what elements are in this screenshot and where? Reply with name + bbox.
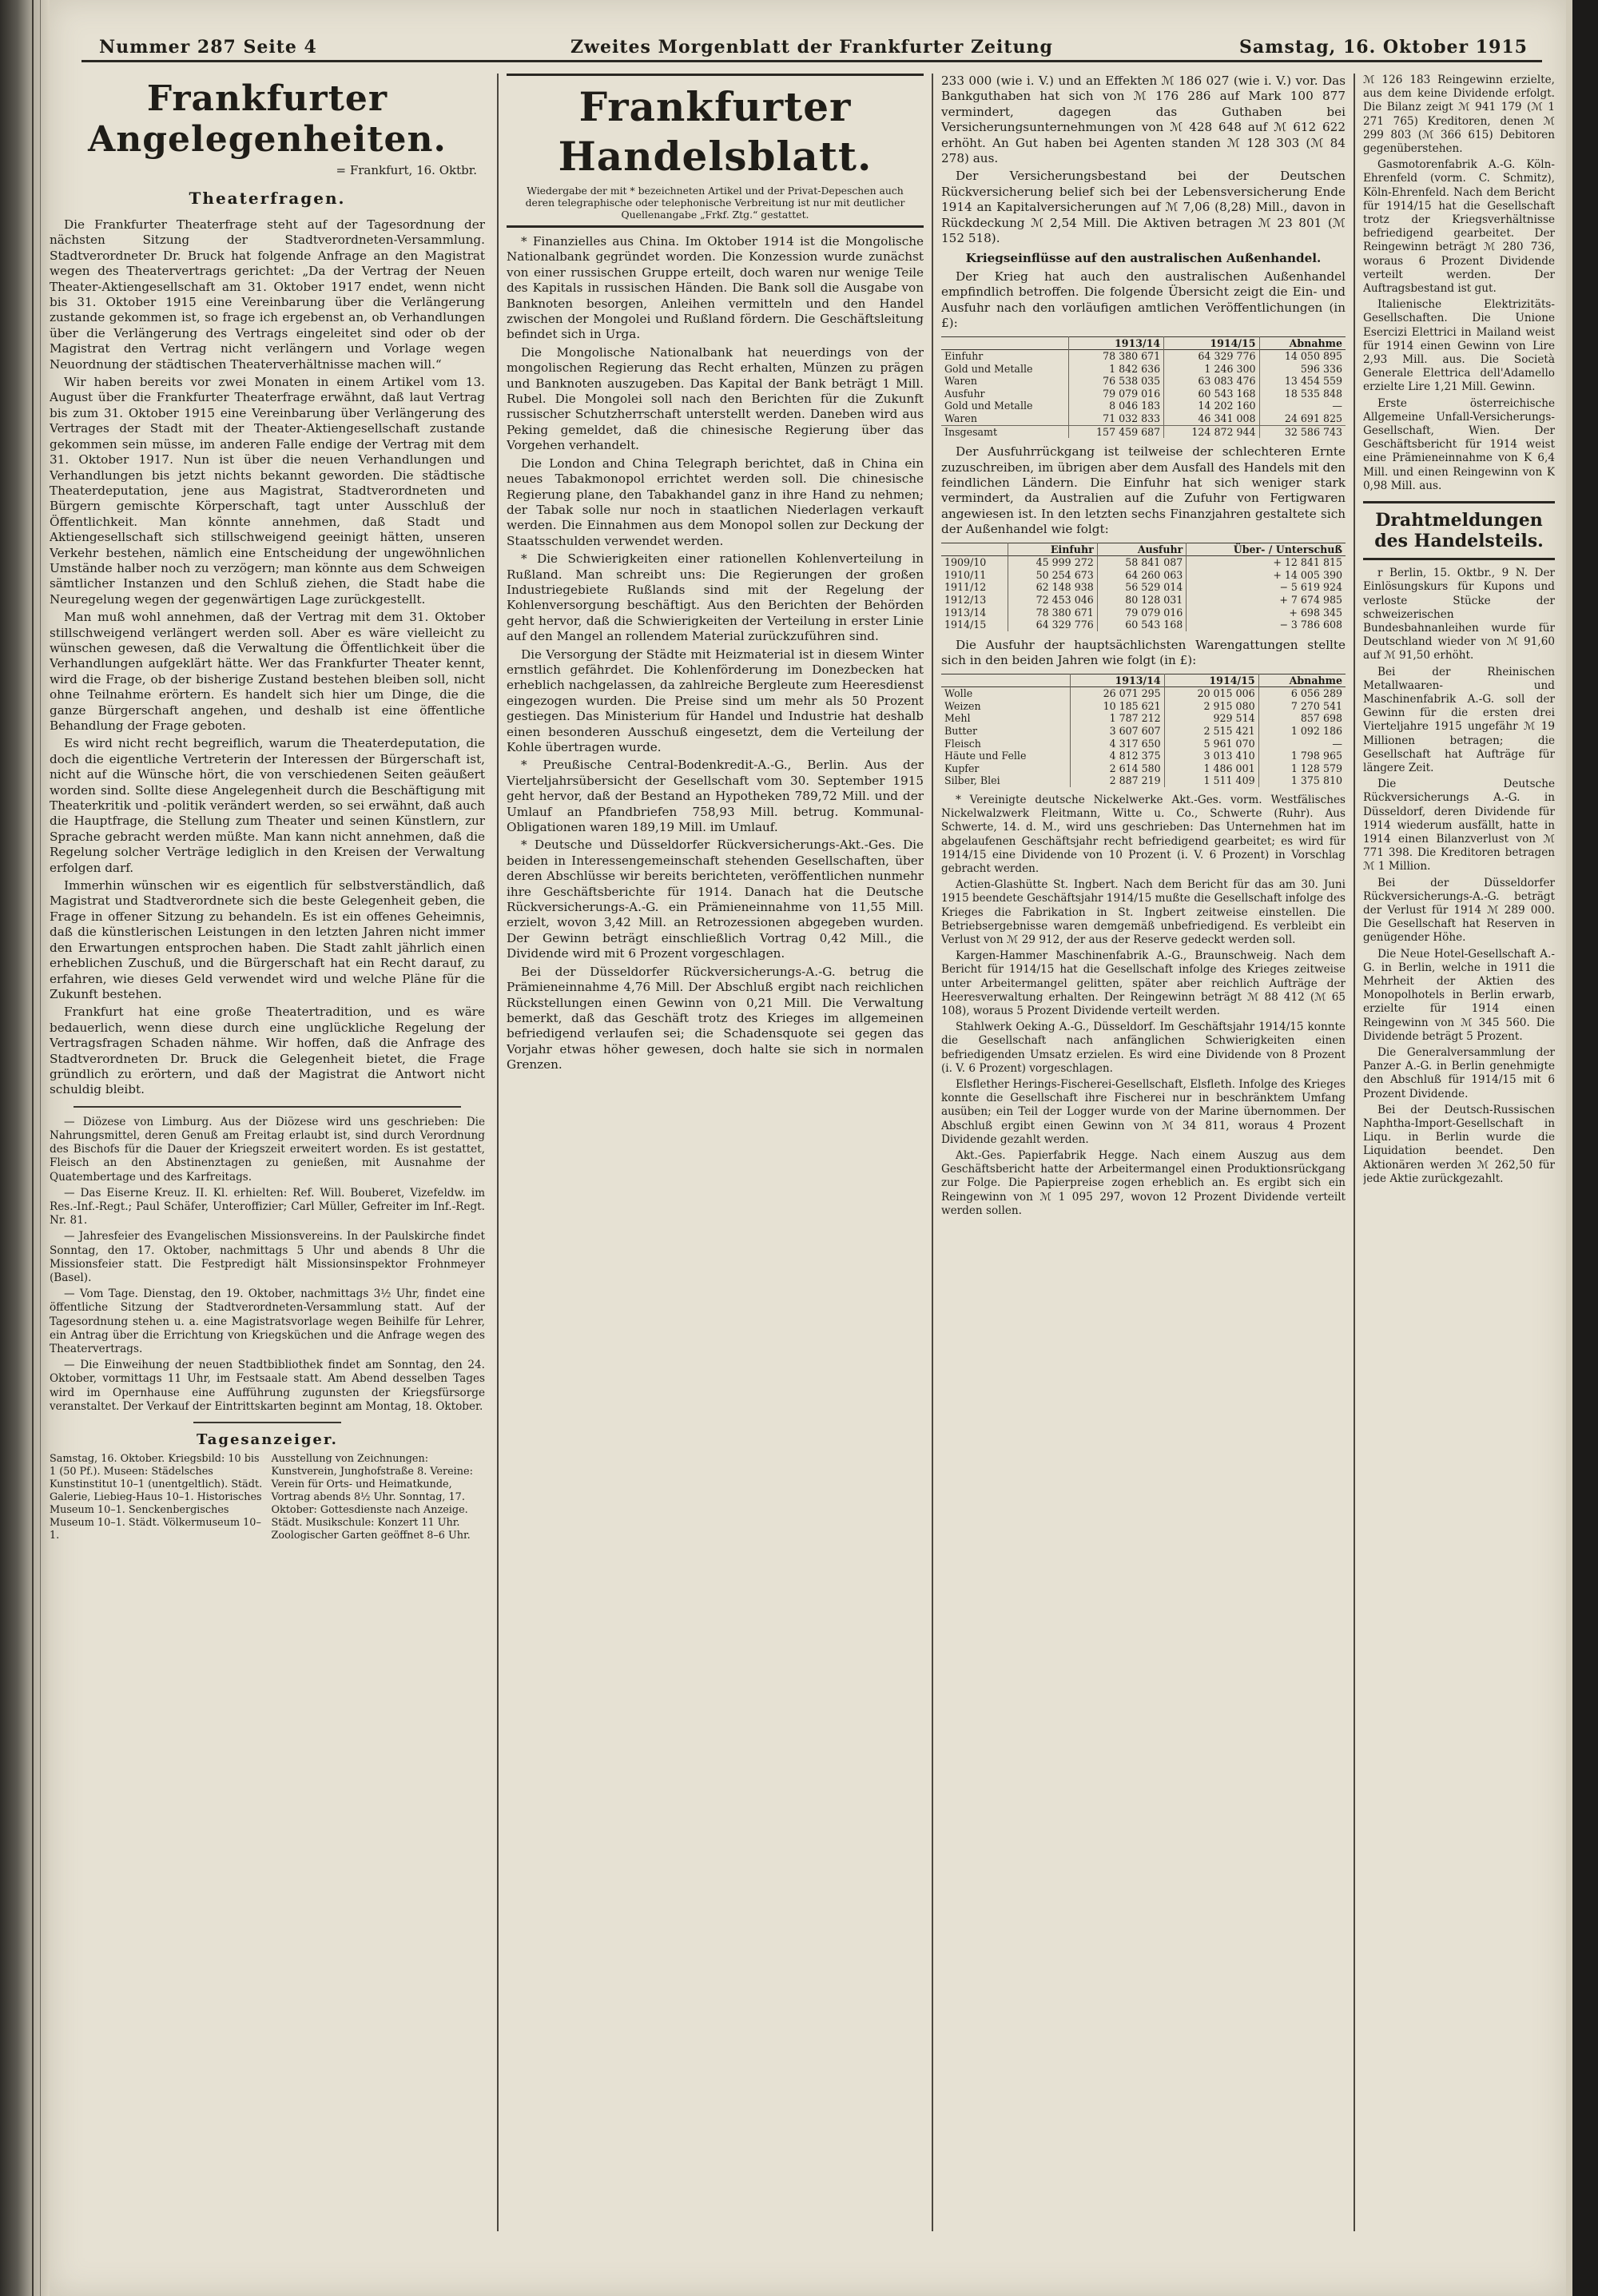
table-trade-years [941, 543, 1346, 631]
table-row [941, 619, 1346, 631]
table-cell: 4 812 375 [1070, 750, 1164, 762]
table-cell: 76 538 035 [1068, 375, 1163, 388]
table-cell: 596 336 [1259, 363, 1346, 376]
table-cell: 4 317 650 [1070, 738, 1164, 750]
table-cell: Einfuhr [944, 350, 984, 363]
table-cell: 3 607 607 [1070, 725, 1164, 738]
news-item: — Diözese von Limburg. Aus der Diözese wird uns geschrieben: Die Nahrungsmittel, deren Genuß am Freitag erlaubt ist, sind durch Verordnung des Bischofs für die Dauer der Kriegszeit erweitert worden. Es ist gestattet, Fleisch an den Abstinenztagen zu genießen, mit Ausnahme der Quatembertage und des Karfreitags. [50, 1115, 485, 1184]
table-row [941, 712, 1346, 725]
table-cell: 3 013 410 [1164, 750, 1258, 762]
wire-item: Bei der Düsseldorfer Rückversicherungs-A.-G. beträgt der Verlust für 1914 ℳ 289 000. Die Gesellschaft hat Reserven in genügender Höhe. [1363, 876, 1555, 945]
page-edge [1566, 0, 1598, 2296]
dateline: = Frankfurt, 16. Oktbr. [336, 163, 477, 177]
table-header-cell: 1914/15 [1164, 336, 1259, 350]
table-cell: 72 453 046 [1008, 594, 1098, 607]
paragraph: * Preußische Central-Bodenkredit-A.-G., Berlin. Aus der Vierteljahrsübersicht der Gesellschaft vom 30. September 1915 geht hervor, daß der Bestand an Hypotheken 789,72 Mill. und der Umlauf an Pfandbriefen 758,93 Mill. betrug. Kommunal-Obligationen waren 189,19 Mill. im Umlauf. [507, 758, 924, 835]
table-row [941, 350, 1346, 363]
table-header-cell [941, 543, 1008, 556]
table-cell: 157 459 687 [1068, 425, 1163, 438]
table-header-cell: Einfuhr [1008, 543, 1098, 556]
company-notice: Stahlwerk Oeking A.-G., Düsseldorf. Im Geschäftsjahr 1914/15 konnte die Gesellschaft nach anfänglichen Schwierigkeiten einen befriedigenden Umsatz erzielen. Es wird eine Dividende von 8 Prozent (i. V. 6 Prozent) vorgeschlagen. [941, 1021, 1346, 1075]
table-cell: − 5 619 924 [1187, 581, 1346, 594]
article-heading-australia: Kriegseinflüsse auf den australischen Außenhandel. [965, 251, 1322, 266]
paragraph: Immerhin wünschen wir es eigentlich für selbstverständlich, daß Magistrat und Stadtverordnete sich die beste Gelegenheit geben, die Frage in offener Sitzung zu behandeln. Es ist ein offenes Geheimnis, daß die künstlerischen Leistungen in den letzten Jahren nicht immer den Erwartungen entsprochen haben. Die Stadt zahlt jährlich einen erheblichen Zuschuß, und die Bürgerschaft hat ein Recht darauf, zu erfahren, wie dieses Geld verwendet wird und welche Pläne für die Zukunft bestehen. [50, 878, 485, 1001]
table-cell: Waren [944, 375, 977, 388]
table-cell: 63 083 476 [1164, 375, 1259, 388]
page-number: Nummer 287 Seite 4 [99, 37, 317, 58]
article-heading-theater: Theaterfragen. [189, 189, 346, 208]
table-export-goods [941, 674, 1346, 787]
table-cell: 80 128 031 [1097, 594, 1187, 607]
table-row [941, 400, 1346, 412]
table-row [941, 425, 1346, 438]
table-row [941, 725, 1346, 738]
table-cell: + 14 005 390 [1187, 569, 1346, 582]
company-notice: Actien-Glashütte St. Ingbert. Nach dem Bericht für das am 30. Juni 1915 beendete Geschäftsjahr 1914/15 mußte die Gesellschaft infolge des Krieges die Fabrikation in St. Ingbert zeitweise einstellen. Die Betriebsergebnisse waren demgemäß unbefriedigend. Es verbleibt ein Verlust von ℳ 29 912, der aus der Reserve gedeckt werden soll. [941, 878, 1346, 947]
table-cell: 1 787 212 [1070, 712, 1164, 725]
table-cell: 929 514 [1164, 712, 1258, 725]
news-item: — Jahresfeier des Evangelischen Missionsvereins. In der Paulskirche findet Sonntag, den 17. Oktober, nachmittags 5 Uhr und abends 8 Uhr die Missionsfeier statt. Die Festpredigt hält Missionsinspektor Frohnmeyer (Basel). [50, 1230, 485, 1284]
table-cell: 79 079 016 [1097, 607, 1187, 619]
divider [193, 1422, 341, 1423]
company-notice: Italienische Elektrizitäts-Gesellschaften. Die Unione Esercizi Elettrici in Mailand weist für 1914 einen Gewinn von Lire 2,93 Mill. aus. Die Società Generale Elettrica dell'Adamello erzielte Lire 1,21 Mill. Gewinn. [1363, 298, 1555, 394]
table-row [941, 607, 1346, 619]
table-header-cell [941, 674, 1070, 687]
column-wire-reports [1363, 74, 1555, 1188]
wire-item: r Berlin, 15. Oktbr., 9 N. Der Einlösungskurs für Kupons und verloste Stücke der schweizerischen Bundesbahnanleihen wurde für Deutschland wieder von ℳ 91,60 auf ℳ 91,50 erhöht. [1363, 567, 1555, 663]
news-item: — Die Einweihung der neuen Stadtbibliothek findet am Sonntag, den 24. Oktober, vormittags 11 Uhr, im Festsaale statt. Am Abend desselben Tages wird im Opernhause eine Aufführung zugunsten der Kriegsfürsorge veranstaltet. Der Verkauf der Eintrittskarten beginnt am Montag, 18. Oktober. [50, 1359, 485, 1413]
table-cell: 60 543 168 [1097, 619, 1187, 631]
column-rule [497, 74, 499, 2231]
table-cell: — [1259, 400, 1346, 412]
paragraph: Die Mongolische Nationalbank hat neuerdings von der mongolischen Regierung das Recht erhalten, Münzen zu prägen und Banknoten auszugeben. Das Kapital der Bank beträgt 1 Mill. Rubel. Die Mongolei soll nach den Berichten für die Zukunft russischer Schutzherrschaft unterstellt werden. Daneben wird aus Peking gemeldet, daß die chinesische Regierung über das Vorgehen verhandelt. [507, 344, 924, 453]
section-title-local: Frankfurter Angelegenheiten. [88, 78, 447, 160]
table-row [941, 687, 1346, 700]
wire-item: Bei der Deutsch-Russischen Naphtha-Import-Gesellschaft in Liqu. in Berlin wurde die Liquidation beendet. Den Aktionären werden ℳ 262,50 für jede Aktie zurückgezahlt. [1363, 1103, 1555, 1185]
paragraph: Die Ausfuhr der hauptsächlichsten Warengattungen stellte sich in den beiden Jahren wie folgt (in £): [941, 637, 1346, 668]
table-cell: 10 185 621 [1070, 700, 1164, 713]
table-cell: 2 614 580 [1070, 762, 1164, 775]
table-cell: Ausfuhr [944, 387, 985, 400]
table-trade-totals [941, 336, 1346, 439]
paragraph: Die Versorgung der Städte mit Heizmaterial ist in diesem Winter ernstlich gefährdet. Die Kohlenförderung im Donezbecken hat erheblich nachgelassen, da zahlreiche Bergleute zum Heeresdienst eingezogen wurden. Die Preise sind um mehr als 50 Prozent gestiegen. Das Ministerium für Handel und Industrie hat deshalb einen besonderen Ausschuß eingesetzt, dem die Verteilung der Kohle übertragen wurde. [507, 647, 924, 754]
table-cell: 1 092 186 [1258, 725, 1346, 738]
table-cell: Häute und Felle [944, 750, 1027, 762]
table-cell: 1911/12 [944, 581, 987, 594]
table-header-cell: 1913/14 [1070, 674, 1164, 687]
table-cell: 45 999 272 [1008, 556, 1098, 569]
table-cell: 56 529 014 [1097, 581, 1187, 594]
company-notice: Akt.-Ges. Papierfabrik Hegge. Nach einem Auszug aus dem Geschäftsbericht hatte der Arbeitermangel einen Produktionsrückgang zur Folge. Die Papierpreise zogen erheblich an. Es ergibt sich ein Reingewinn von ℳ 1 095 297, wovon 12 Prozent Dividende verteilt werden sollen. [941, 1149, 1346, 1217]
wire-item: Die Deutsche Rückversicherungs A.-G. in Düsseldorf, deren Dividende für 1914 wiederum ausfällt, hatte in 1914 einen Bilanzverlust von ℳ 771 398. Die Kreditoren betragen ℳ 1 Million. [1363, 778, 1555, 873]
paragraph: Man muß wohl annehmen, daß der Vertrag mit dem 31. Oktober stillschweigend verlängert werden soll. Aber es wäre vielleicht zu wünschen gewesen, daß die Verwaltung die Öffentlichkeit über die Verhandlungen aufgeklärt hätte. Wer das Frankfurter Theater kennt, wird die Frage, ob der bisherige Zustand bestehen bleiben soll, nicht ohne Teilnahme erörtern. Es handelt sich hier um Dinge, die die ganze Bürgerschaft angehen, und deshalb ist eine öffentliche Behandlung der Frage geboten. [50, 610, 485, 733]
news-item: — Das Eiserne Kreuz. II. Kl. erhielten: Ref. Will. Bouberet, Vizefeldw. im Res.-Inf.-Regt.; Paul Schäfer, Unteroffizier; Carl Müller, Gefreiter im Inf.-Regt. Nr. 81. [50, 1186, 485, 1228]
table-cell: 2 887 219 [1070, 774, 1164, 787]
table-cell: 1 128 579 [1258, 762, 1346, 775]
listings-left: Samstag, 16. Oktober. Kriegsbild: 10 bis 1 (50 Pf.). Museen: Städelsches Kunstinstitut 10–1 (unentgeltlich). Städt. Galerie, Liebieg-Haus 10–1. Historisches Museum 10–1. Senckenbergisches Museum 10–1. Städt. Völkermuseum 10–1. [50, 1453, 263, 1542]
daily-listings [50, 1453, 485, 1542]
column-trade-continued [941, 74, 1346, 1220]
table-cell: 1 375 810 [1258, 774, 1346, 787]
table-cell: 1913/14 [944, 606, 987, 619]
trade-masthead [507, 74, 924, 228]
table-cell: Butter [944, 725, 977, 738]
table-cell: Wolle [944, 687, 973, 700]
table-cell: 64 260 063 [1097, 569, 1187, 582]
table-row [941, 700, 1346, 713]
paragraph: * Deutsche und Düsseldorfer Rückversicherungs-Akt.-Ges. Die beiden in Interessengemeinschaft stehenden Gesellschaften, über deren Abschlüsse wir bereits berichteten, veröffentlichen nunmehr ihre Geschäftsberichte für 1914. Danach hat die Deutsche Rückversicherungs-A.-G. ein Prämieneinnahme von 11,55 Mill. erzielt, wovon 3,42 Mill. an Retrozessionen abgegeben wurden. Der Gewinn beträgt einschließlich Vortrag 0,42 Mill., die Dividende wird mit 6 Prozent vorgeschlagen. [507, 838, 924, 961]
table-header-cell: Ausfuhr [1097, 543, 1187, 556]
wire-item: Bei der Rheinischen Metallwaaren- und Maschinenfabrik A.-G. soll der Gewinn für die ersten drei Vierteljahre 1915 ungefähr ℳ 19 Millionen betragen; die Gesellschaft hat Aufträge für längere Zeit. [1363, 665, 1555, 774]
table-row [941, 388, 1346, 400]
table-cell: 7 270 541 [1258, 700, 1346, 713]
wire-item: Die Generalversammlung der Panzer A.-G. in Berlin genehmigte den Abschluß für 1914/15 mit 6 Prozent Dividende. [1363, 1046, 1555, 1100]
column-rule [1354, 74, 1355, 2231]
table-cell: Kupfer [944, 762, 980, 774]
wire-item: Die Neue Hotel-Gesellschaft A.-G. in Berlin, welche in 1911 die Mehrheit der Aktien des Monopolhotels in Berlin erwarb, erzielte für 1914 einen Reingewinn von ℳ 345 560. Die Dividende beträgt 5 Prozent. [1363, 947, 1555, 1043]
table-cell: 1912/13 [944, 594, 987, 607]
table-cell: 78 380 671 [1068, 350, 1163, 363]
paragraph: Wir haben bereits vor zwei Monaten in einem Artikel vom 13. August über die Frankfurter Theaterfrage erwähnt, daß laut Vertrag bis zum 31. Oktober 1915 eine Vereinbarung über Verlängerung des Vertrages der Stadt mit der Theater-Aktiengesellschaft zustande gekommen sein müsse, im anderen Falle endige der Vertrag mit dem 31. Oktober 1917. Nun ist über die neuen Verhandlungen und Verhandlungen bis jetzt nichts bekannt geworden. Die städtische Theaterdeputation, jene aus Magistrat, Stadtverordneten und Bürgern gemischte Körperschaft, tagt unter Ausschluß der Öffentlichkeit. Man könnte annehmen, daß Stadt und Aktiengesellschaft sich stillschweigend geeinigt hätten, unseren Verkehr bestehen, nämlich eine Entscheidung der ungewöhnlichen Umstände halber noch zu verzögern; man könnte aus dem Schweigen sämtlicher Instanzen und den Schluß ziehen, die Stadt habe die Neuregelung wegen der gegenwärtigen Lage zurückgestellt. [50, 375, 485, 607]
column-local-news [50, 74, 485, 2231]
paper-name: Zweites Morgenblatt der Frankfurter Zeitung [570, 37, 1053, 58]
table-header-cell: Über- / Unterschuß [1187, 543, 1346, 556]
paragraph: Frankfurt hat eine große Theatertradition, und es wäre bedauerlich, wenn diese durch eine unglückliche Regelung der Vertragsfragen Schaden nähme. Wir hoffen, daß die Anfrage des Stadtverordneten Dr. Bruck die Gelegenheit bietet, die Frage gründlich zu erörtern, und daß der Magistrat die Antwort nicht schuldig bleibt. [50, 1005, 485, 1097]
paragraph: Der Ausfuhrrückgang ist teilweise der schlechteren Ernte zuzuschreiben, im übrigen aber dem Ausfall des Handels mit den feindlichen Ländern. Die Einfuhr hat sich weniger stark vermindert, da Australien auf die Zufuhr von Fertigwaren angewiesen ist. In den letzten sechs Finanzjahren gestaltete sich der Außenhandel wie folgt: [941, 444, 1346, 537]
column-rule [932, 74, 933, 2231]
company-notice: Elsflether Herings-Fischerei-Gesellschaft, Elsfleth. Infolge des Krieges konnte die Gesellschaft ihre Fischerei nur in beschränktem Umfang ausüben; ein Teil der Logger wurde von der Marine übernommen. Der Abschluß ergibt einen Gewinn von ℳ 34 811, woraus 4 Prozent Dividende gezahlt werden. [941, 1078, 1346, 1146]
table-cell: Fleisch [944, 737, 981, 750]
table-cell: 1 246 300 [1164, 363, 1259, 376]
table-cell: 13 454 559 [1259, 375, 1346, 388]
table-row [941, 412, 1346, 425]
daily-listings-title: Tagesanzeiger. [197, 1431, 338, 1449]
table-cell: 64 329 776 [1008, 619, 1098, 631]
company-notice: * Vereinigte deutsche Nickelwerke Akt.-Ges. vorm. Westfälisches Nickelwalzwerk Fleitmann, Witte u. Co., Schwerte (Ruhr). Aus Schwerte, 14. d. M., wird uns geschrieben: Das Unternehmen hat im abgelaufenen Geschäftsjahr recht befriedigend gearbeitet; es wird für 1914/15 eine Dividende von 10 Prozent (i. V. 6 Prozent) in Vorschlag gebracht werden. [941, 794, 1346, 876]
news-item: — Vom Tage. Dienstag, den 19. Oktober, nachmittags 3½ Uhr, findet eine öffentliche Sitzung der Stadtverordneten-Versammlung statt. Auf der Tagesordnung stehen u. a. eine Magistratsvorlage wegen Beihilfe für Lehrer, ein Antrag über die Errichtung von Kriegsküchen und die Anfrage wegen des Theatervertrags. [50, 1287, 485, 1355]
table-header-cell: Abnahme [1258, 674, 1346, 687]
table-cell: 2 515 421 [1164, 725, 1258, 738]
table-header-cell: Abnahme [1259, 336, 1346, 350]
table-cell: Gold und Metalle [944, 400, 1033, 412]
table-cell: 26 071 295 [1070, 687, 1164, 700]
company-notice: Kargen-Hammer Maschinenfabrik A.-G., Braunschweig. Nach dem Bericht für 1914/15 hat die Gesellschaft infolge des Krieges zeitweise unter Arbeitermangel gelitten, später aber reichlich Aufträge der Heeresverwaltung erhalten. Der Reingewinn beträgt ℳ 88 412 (ℳ 65 108), woraus 5 Prozent Dividende verteilt werden. [941, 949, 1346, 1018]
table-cell: 14 050 895 [1259, 350, 1346, 363]
column-trade-sheet [507, 74, 924, 2231]
table-row [941, 738, 1346, 750]
table-cell: 8 046 183 [1068, 400, 1163, 412]
table-cell: 857 698 [1258, 712, 1346, 725]
table-cell: 1909/10 [944, 556, 987, 569]
table-cell: Waren [944, 412, 977, 425]
paragraph: ℳ 126 183 Reingewinn erzielte, aus dem keine Dividende erfolgt. Die Bilanz zeigt ℳ 941 179 (ℳ 1 271 765) Kreditoren, denen ℳ 299 803 (ℳ 366 615) Debitoren gegenüberstehen. [1363, 74, 1555, 156]
paragraph: Die Frankfurter Theaterfrage steht auf der Tagesordnung der nächsten Sitzung der Stadtverordneten-Versammlung. Stadtverordneter Dr. Bruck hat folgende Anfrage an den Magistrat wegen des Theatervertrags gerichtet: „Da der Vertrag der Neuen Theater-Aktiengesellschaft am 31. Oktober 1917 endet, wenn nicht bis 31. Oktober 1915 eine Vereinbarung über die Verlängerung zustande gekommen ist, so frage ich ergebenst an, ob Verhandlungen über die Verlängerung des Vertrags eingeleitet sind oder ob der Magistrat den Vertrag nicht verlängern und Vorlage wegen Neuordnung der städtischen Theaterverhältnisse machen will.“ [50, 217, 485, 372]
table-cell: 60 543 168 [1164, 388, 1259, 400]
paragraph: 233 000 (wie i. V.) und an Effekten ℳ 186 027 (wie i. V.) vor. Das Bankguthaben hat sich von ℳ 176 286 auf Mark 100 877 vermindert, dagegen das Guthaben bei Versicherungsunternehmungen von ℳ 428 648 auf ℳ 612 622 erhöht. An Gut haben bei Agenten standen ℳ 128 303 (ℳ 84 278) aus. [941, 74, 1346, 166]
paragraph: Es wird nicht recht begreiflich, warum die Theaterdeputation, die doch die eigentliche Vertreterin der Interessen der Bürgerschaft ist, nicht auf die Wünsche hört, die von verschiedenen Seiten geäußert worden sind. Sollte diese Angelegenheit durch die Beschäftigung mit Theaterkritik und -politik verändert werden, so sei erwähnt, daß auch die Hauptfrage, die Stellung zum Theater und seinen Künstlern, zur Sprache gebracht werden müßte. Man kann nicht annehmen, daß die Regelung solcher Verträge lediglich in den Kreisen der Verwaltung erfolgen darf. [50, 736, 485, 875]
divider [74, 1106, 461, 1108]
table-cell: Insgesamt [941, 425, 1068, 438]
table-cell: 14 202 160 [1164, 400, 1259, 412]
table-row [941, 762, 1346, 775]
table-cell: 1914/15 [944, 619, 987, 631]
issue-date: Samstag, 16. Oktober 1915 [1239, 37, 1528, 58]
table-row [941, 594, 1346, 607]
wire-reports-heading: Drahtmeldungen des Handelsteils. [1363, 501, 1555, 560]
table-cell: 78 380 671 [1008, 607, 1098, 619]
book-binding [0, 0, 50, 2296]
table-cell: — [1258, 738, 1346, 750]
table-cell: Gold und Metalle [944, 362, 1033, 375]
paragraph: Die London and China Telegraph berichtet, daß in China ein neues Tabakmonopol errichtet werden soll. Die chinesische Regierung plane, den Tabakhandel ganz in ihre Hand zu nehmen; der Tabak solle nur noch in staatlichen Niederlagen verkauft werden. Die Einnahmen aus dem Monopol sollen zur Deckung der Staatsschulden verwendet werden. [507, 456, 924, 548]
company-notice: Gasmotorenfabrik A.-G. Köln-Ehrenfeld (vorm. C. Schmitz), Köln-Ehrenfeld. Nach dem Bericht für 1914/15 hat die Gesellschaft trotz der Kriegsverhältnisse befriedigend gearbeitet. Der Reingewinn beträgt ℳ 280 736, woraus 6 Prozent Dividende verteilt werden. Der Auftragsbestand ist gut. [1363, 158, 1555, 296]
table-cell: 79 079 016 [1068, 388, 1163, 400]
local-news-items [50, 1116, 485, 1414]
table-cell: 50 254 673 [1008, 569, 1098, 582]
table-cell: 5 961 070 [1164, 738, 1258, 750]
table-header-cell: 1913/14 [1068, 336, 1163, 350]
newspaper-page [50, 0, 1566, 2296]
table-row [941, 569, 1346, 582]
table-row [941, 581, 1346, 594]
table-cell: 62 148 938 [1008, 581, 1098, 594]
table-cell: 1910/11 [944, 568, 987, 581]
table-cell: 18 535 848 [1259, 388, 1346, 400]
table-cell: 64 329 776 [1164, 350, 1259, 363]
table-cell: 24 691 825 [1259, 412, 1346, 425]
table-cell: 2 915 080 [1164, 700, 1258, 713]
table-cell: Weizen [944, 699, 981, 712]
table-cell: + 7 674 985 [1187, 594, 1346, 607]
table-cell: Mehl [944, 712, 971, 725]
table-cell: Silber, Blei [944, 774, 1000, 787]
table-cell: 6 056 289 [1258, 687, 1346, 700]
table-row [941, 363, 1346, 376]
table-cell: + 698 345 [1187, 607, 1346, 619]
reprint-notice: Wiedergabe der mit * bezeichneten Artikel und der Privat-Depeschen auch deren telegraphische oder telephonische Verbreitung ist nur mit deutlicher Quellenangabe „Frkf. Ztg.“ gestattet. [525, 185, 905, 221]
paragraph: Bei der Düsseldorfer Rückversicherungs-A.-G. betrug die Prämieneinnahme 4,76 Mill. Der Abschluß ergibt nach reichlichen Rückstellungen einen Gewinn von 0,21 Mill. Die Verwaltung bemerkt, daß das Geschäft trotz des Krieges im allgemeinen befriedigend verlaufen sei; die Schadensquote sei gegen das Vorjahr etwas höher gewesen, doch halte sie sich in normalen Grenzen. [507, 964, 924, 1072]
trade-title: Frankfurter Handelsblatt. [558, 83, 873, 180]
table-cell: 32 586 743 [1259, 425, 1346, 438]
table-cell: 1 486 001 [1164, 762, 1258, 775]
table-cell: 1 842 636 [1068, 363, 1163, 376]
paragraph: * Die Schwierigkeiten einer rationellen Kohlenverteilung in Rußland. Man schreibt uns: Die Regierungen der großen Industriegebiete Rußlands sind mit der Regelung der Kohlenversorgung beschäftigt. Aus den Berichten der Behörden geht hervor, daß die Schwierigkeiten der Verteilung in erster Linie auf den Mangel an rollendem Material zurückzuführen sind. [507, 551, 924, 644]
table-cell: + 12 841 815 [1187, 556, 1346, 569]
table-header-cell [941, 336, 1068, 350]
paragraph: Der Versicherungsbestand bei der Deutschen Rückversicherung belief sich bei der Lebensversicherung Ende 1914 an Kapitalversicherungen auf ℳ 7,06 (8,28) Mill., davon in Rückdeckung ℳ 2,54 Mill. Die Aktiven betragen ℳ 23 801 (ℳ 152 518). [941, 169, 1346, 246]
table-cell: 124 872 944 [1164, 425, 1259, 438]
table-cell: 46 341 008 [1164, 412, 1259, 425]
listings-right: Ausstellung von Zeichnungen: Kunstverein, Junghofstraße 8. Vereine: Verein für Orts- und Heimatkunde, Vortrag abends 8½ Uhr. Sonntag, 17. Oktober: Gottesdienste nach Anzeige. Städt. Musikschule: Konzert 11 Uhr. Zoologischer Garten geöffnet 8–6 Uhr. [271, 1453, 473, 1542]
table-row [941, 750, 1346, 762]
table-row [941, 774, 1346, 787]
article-theater [50, 217, 485, 1098]
company-notice: Erste österreichische Allgemeine Unfall-Versicherungs-Gesellschaft, Wien. Der Geschäftsbericht für 1914 weist eine Prämieneinnahme von K 6,4 Mill. und einen Reingewinn von K 0,98 Mill. aus. [1363, 396, 1555, 492]
table-cell: 1 511 409 [1164, 774, 1258, 787]
table-cell: 71 032 833 [1068, 412, 1163, 425]
table-row [941, 556, 1346, 569]
table-header-cell: 1914/15 [1164, 674, 1258, 687]
paragraph: * Finanzielles aus China. Im Oktober 1914 ist die Mongolische Nationalbank gegründet worden. Die Konzession wurde zunächst von einer russischen Gruppe erteilt, doch waren nur wenige Teile des Kapitals in russischen Händen. Die Bank soll die Ausgabe von Banknoten besorgen, Anleihen vermitteln und den Handel zwischen der Mongolei und Rußland fördern. Die Geschäftsleitung befindet sich in Urga. [507, 234, 924, 342]
table-cell: 58 841 087 [1097, 556, 1187, 569]
paragraph: Der Krieg hat auch den australischen Außenhandel empfindlich betroffen. Die folgende Übersicht zeigt die Ein- und Ausfuhr nach den vorläufigen amtlichen Veröffentlichungen (in £): [941, 269, 1346, 331]
table-cell: 1 798 965 [1258, 750, 1346, 762]
table-cell: 20 015 006 [1164, 687, 1258, 700]
table-row [941, 375, 1346, 388]
running-header [81, 35, 1542, 62]
table-cell: − 3 786 608 [1187, 619, 1346, 631]
